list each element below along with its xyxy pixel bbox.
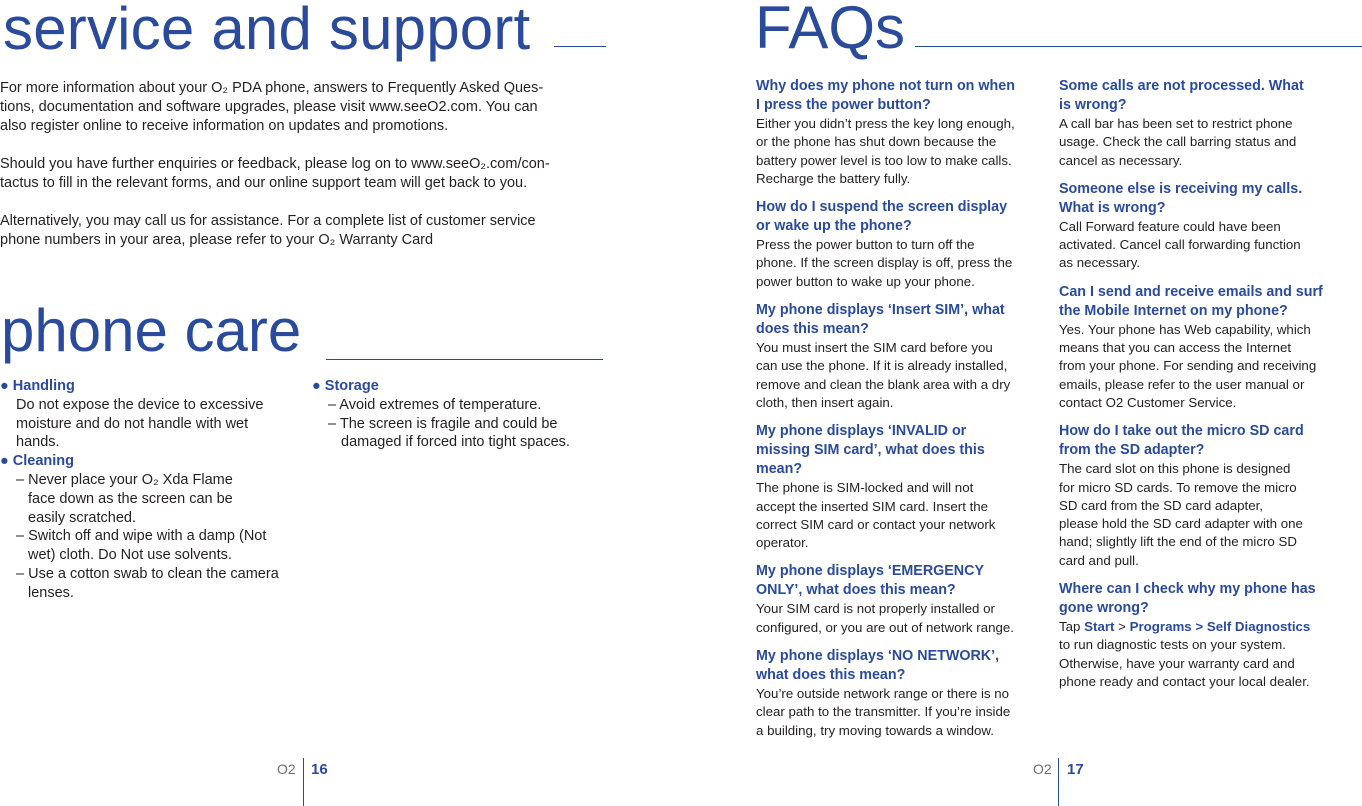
faq-answer bbox=[1059, 321, 1359, 412]
answer-line: Your SIM card is not properly installed or bbox=[756, 601, 995, 617]
service-title-rule bbox=[554, 46, 606, 47]
text-line: Should you have further enquiries or feedback, please log on to www.seeO₂.com/con- bbox=[0, 156, 550, 172]
cleaning-heading: ● Cleaning bbox=[0, 453, 75, 470]
question-line: I press the power button? bbox=[756, 97, 931, 113]
footer-divider-left bbox=[303, 758, 304, 806]
text-line: wet) cloth. Do Not use solvents. bbox=[28, 547, 232, 564]
question-line: missing SIM card’, what does this bbox=[756, 442, 985, 459]
answer-line: emails, please refer to the user manual or bbox=[1059, 376, 1305, 392]
text-line: easily scratched. bbox=[28, 509, 136, 526]
text-line: phone numbers in your area, please refer to your O₂ Warranty Card bbox=[0, 232, 434, 248]
faq-question bbox=[756, 647, 1056, 685]
tap-text: Tap bbox=[1059, 619, 1081, 635]
answer-line: Yes. Your phone has Web capability, which bbox=[1059, 321, 1311, 337]
answer-line: phone ready and contact your local dealer. bbox=[1059, 673, 1310, 689]
faq-column-left bbox=[756, 77, 1056, 750]
footer-brand-right: O2 bbox=[1033, 761, 1052, 777]
answer-line: Press the power button to turn off the bbox=[756, 237, 975, 253]
text-line: – Never place your O₂ Xda Flame bbox=[16, 471, 233, 488]
faq-question bbox=[756, 301, 1056, 339]
answer-line: a building, try moving towards a window. bbox=[756, 722, 994, 738]
faq-answer bbox=[1059, 460, 1359, 570]
question-line: from the SD adapter? bbox=[1059, 442, 1205, 459]
service-text bbox=[0, 79, 605, 250]
question-line: My phone displays ‘NO NETWORK’, bbox=[756, 648, 1000, 665]
answer-line: remove and clean the blank area with a dry bbox=[756, 376, 1011, 392]
text-line: tactus to fill in the relevant forms, and our online support team will get back to you. bbox=[0, 175, 528, 191]
faq-answer bbox=[756, 685, 1056, 740]
answer-line: activated. Cancel call forwarding function bbox=[1059, 237, 1301, 253]
answer-line: please hold the SD card adapter with one bbox=[1059, 516, 1303, 532]
handling-cleaning-column bbox=[0, 377, 310, 603]
answer-line: phone. If the screen display is off, press the bbox=[756, 255, 1013, 271]
faq-item bbox=[756, 647, 1056, 740]
faq-item bbox=[756, 77, 1056, 188]
question-line: My phone displays ‘EMERGENCY bbox=[756, 563, 984, 580]
faq-question bbox=[1059, 422, 1359, 460]
answer-line: battery power level is too low to make calls. bbox=[756, 152, 1012, 168]
faq-item bbox=[1059, 422, 1359, 570]
faq-answer bbox=[1059, 218, 1359, 273]
answer-line: configured, or you are out of network range. bbox=[756, 619, 1014, 635]
faq-answer bbox=[756, 479, 1056, 552]
answer-line: clear path to the transmitter. If you’re inside bbox=[756, 704, 1011, 720]
service-title: service and support bbox=[3, 0, 531, 62]
service-paragraph-2 bbox=[0, 155, 605, 193]
faq-question bbox=[1059, 180, 1359, 218]
faq-question bbox=[756, 562, 1056, 600]
faq-item bbox=[756, 198, 1056, 291]
text-line: also register online to receive information on updates and promotions. bbox=[0, 118, 449, 134]
answer-line: power button to wake up your phone. bbox=[756, 273, 975, 289]
faq-item bbox=[756, 422, 1056, 552]
question-line: My phone displays ‘INVALID or bbox=[756, 423, 967, 440]
faq-answer bbox=[756, 236, 1056, 291]
answer-line: The phone is SIM-locked and will not bbox=[756, 480, 974, 496]
text-line: Alternatively, you may call us for assistance. For a complete list of customer service bbox=[0, 213, 536, 229]
page-number-right: 17 bbox=[1067, 761, 1084, 778]
faq-column-right bbox=[1059, 77, 1359, 701]
faq-question bbox=[1059, 283, 1359, 321]
answer-line: Either you didn’t press the key long enough, bbox=[756, 116, 1015, 131]
question-line: or wake up the phone? bbox=[756, 218, 912, 235]
care-title-rule bbox=[326, 359, 603, 360]
text-line: tions, documentation and software upgrades, please visit www.seeO2.com. You can bbox=[0, 99, 538, 115]
text-line: – The screen is fragile and could be bbox=[328, 415, 558, 432]
question-line: the Mobile Internet on my phone? bbox=[1059, 302, 1288, 319]
text-line: lenses. bbox=[28, 584, 74, 601]
faq-item bbox=[756, 562, 1056, 637]
answer-line: SD card from the SD card adapter, bbox=[1059, 497, 1263, 513]
text-line: damaged if forced into tight spaces. bbox=[341, 434, 570, 451]
answer-line: operator. bbox=[756, 535, 809, 551]
text-line: – Switch off and wipe with a damp (Not bbox=[16, 528, 267, 545]
text-line: – Use a cotton swab to clean the camera bbox=[16, 565, 279, 582]
answer-line: usage. Check the call barring status and bbox=[1059, 134, 1297, 150]
answer-line: card and pull. bbox=[1059, 552, 1139, 568]
answer-line: A call bar has been set to restrict phone bbox=[1059, 116, 1293, 131]
faq-question bbox=[1059, 580, 1359, 618]
answer-line: Otherwise, have your warranty card and bbox=[1059, 655, 1295, 671]
service-paragraph-3 bbox=[0, 212, 605, 250]
question-line: mean? bbox=[756, 461, 803, 478]
footer-brand-left: O2 bbox=[277, 761, 296, 777]
page-number-left: 16 bbox=[311, 761, 328, 778]
text-line: moisture and do not handle with wet bbox=[16, 415, 249, 432]
answer-line: cancel as necessary. bbox=[1059, 152, 1183, 168]
text-line: hands. bbox=[16, 434, 60, 451]
faq-item bbox=[1059, 580, 1359, 691]
answer-line bbox=[1059, 618, 1359, 636]
handling-heading: ● Handling bbox=[0, 378, 75, 394]
text-line: – Avoid extremes of temperature. bbox=[328, 396, 542, 413]
question-line: How do I take out the micro SD card bbox=[1059, 423, 1304, 440]
question-line: what does this mean? bbox=[756, 667, 906, 684]
faq-answer bbox=[756, 115, 1056, 188]
answer-line: as necessary. bbox=[1059, 255, 1141, 271]
answer-line: You must insert the SIM card before you bbox=[756, 340, 993, 356]
answer-line: hand; slightly lift the end of the micro SD bbox=[1059, 534, 1297, 550]
answer-line: Call Forward feature could have been bbox=[1059, 218, 1281, 234]
text-line: Do not expose the device to excessive bbox=[16, 396, 264, 413]
storage-column bbox=[312, 377, 602, 452]
question-line: What is wrong? bbox=[1059, 199, 1166, 216]
answer-line: You’re outside network range or there is no bbox=[756, 686, 1010, 702]
faq-item bbox=[1059, 283, 1359, 412]
faq-title: FAQs bbox=[755, 0, 906, 61]
answer-line: Recharge the battery fully. bbox=[756, 170, 911, 186]
faq-item bbox=[756, 301, 1056, 412]
answer-line: correct SIM card or contact your network bbox=[756, 516, 996, 532]
footer-divider-right bbox=[1058, 758, 1059, 806]
storage-heading: ● Storage bbox=[312, 378, 379, 394]
faq-question bbox=[756, 77, 1056, 115]
question-line: gone wrong? bbox=[1059, 600, 1149, 617]
question-line: does this mean? bbox=[756, 321, 869, 338]
question-line: How do I suspend the screen display bbox=[756, 199, 1008, 216]
answer-line: or the phone has shut down because the bbox=[756, 134, 997, 150]
text-line: face down as the screen can be bbox=[28, 490, 233, 507]
faq-question bbox=[756, 198, 1056, 236]
question-line: Some calls are not processed. What bbox=[1059, 78, 1304, 94]
path-separator: > bbox=[1118, 619, 1126, 635]
faq-title-rule bbox=[915, 46, 1362, 47]
faq-answer bbox=[756, 600, 1056, 637]
answer-line: to run diagnostic tests on your system. bbox=[1059, 637, 1286, 653]
faq-question bbox=[756, 422, 1056, 479]
programs-menu-path: Programs > Self Diagnostics bbox=[1129, 619, 1311, 635]
text-line: For more information about your O₂ PDA phone, answers to Frequently Asked Ques- bbox=[0, 80, 544, 96]
question-line: My phone displays ‘Insert SIM’, what bbox=[756, 302, 1005, 319]
faq-answer bbox=[1059, 115, 1359, 170]
question-line: Can I send and receive emails and surf bbox=[1059, 283, 1323, 300]
care-title: phone care bbox=[1, 297, 302, 364]
question-line: ONLY’, what does this mean? bbox=[756, 582, 956, 599]
faq-item bbox=[1059, 180, 1359, 273]
faq-question bbox=[1059, 77, 1359, 115]
question-line: Why does my phone not turn on when bbox=[756, 78, 1015, 94]
start-menu-path: Start bbox=[1084, 619, 1115, 635]
answer-line: can use the phone. If it is already installed, bbox=[756, 358, 1008, 374]
answer-line: The card slot on this phone is designed bbox=[1059, 461, 1291, 477]
question-line: Where can I check why my phone has bbox=[1059, 581, 1316, 598]
answer-line: means that you can access the Internet bbox=[1059, 340, 1292, 356]
answer-line: contact O2 Customer Service. bbox=[1059, 394, 1237, 410]
service-paragraph-1 bbox=[0, 79, 605, 136]
answer-line: cloth, then insert again. bbox=[756, 394, 894, 410]
answer-line: for micro SD cards. To remove the micro bbox=[1059, 479, 1297, 495]
faq-item bbox=[1059, 77, 1359, 170]
faq-answer bbox=[756, 339, 1056, 412]
faq-answer bbox=[1059, 618, 1359, 691]
question-line: is wrong? bbox=[1059, 97, 1127, 113]
answer-line: accept the inserted SIM card. Insert the bbox=[756, 498, 989, 514]
question-line: Someone else is receiving my calls. bbox=[1059, 180, 1303, 197]
answer-line: from your phone. For sending and receiving bbox=[1059, 358, 1317, 374]
